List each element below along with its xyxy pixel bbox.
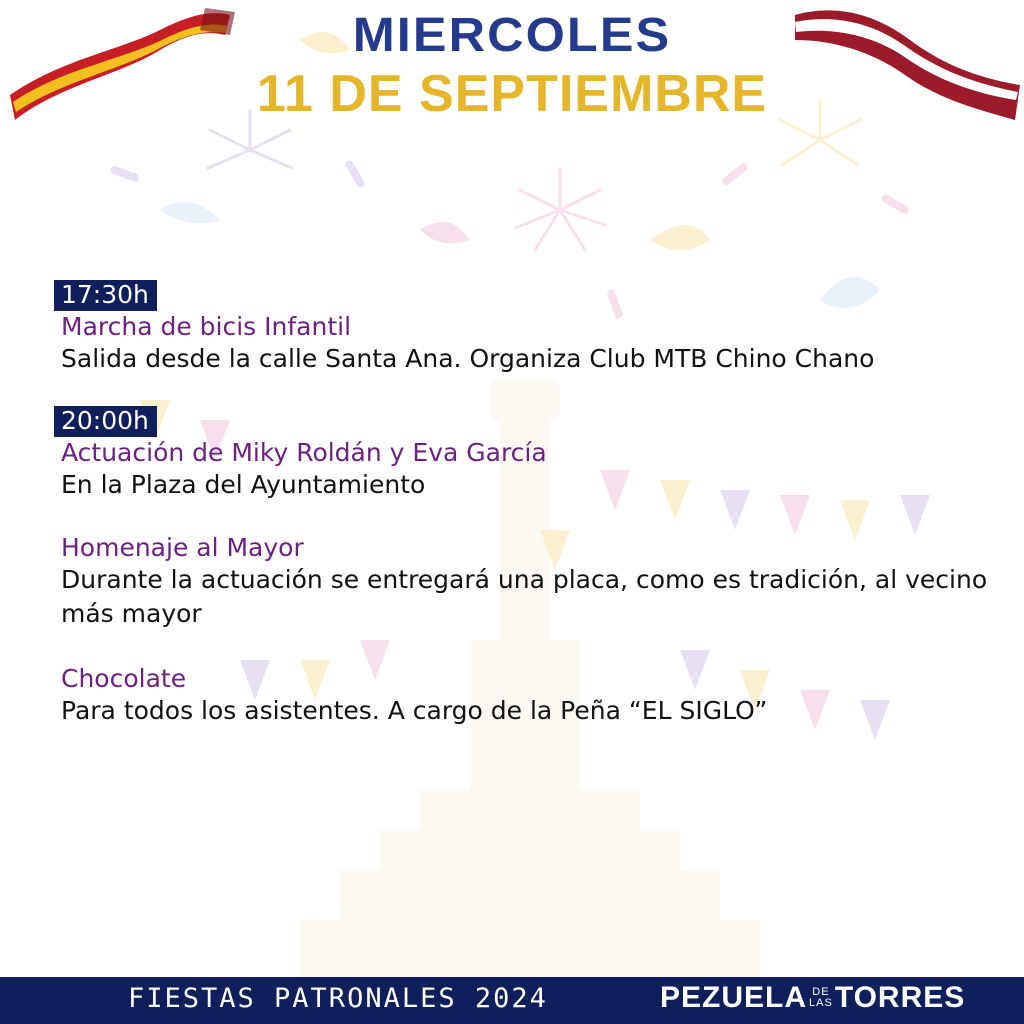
logo-small-text	[809, 987, 833, 1009]
event-time: 17:30h	[54, 280, 157, 311]
footer-event-name: FIESTAS PATRONALES 2024	[128, 983, 548, 1014]
event-title: Marcha de bicis Infantil	[61, 312, 352, 341]
event-item	[61, 663, 1001, 728]
event-description: Durante la actuación se entregará una placa, como es tradición, al vecino más mayor	[61, 565, 988, 628]
logo-text-part1: PEZUELA	[660, 981, 808, 1014]
event-item	[61, 406, 1001, 502]
event-title: Homenaje al Mayor	[61, 533, 304, 562]
event-list	[61, 280, 1001, 728]
logo-small-bottom: LAS	[809, 997, 833, 1009]
event-time: 20:00h	[54, 406, 157, 437]
town-logo	[660, 981, 965, 1015]
day-title: MIERCOLES	[352, 9, 672, 62]
date-title: 11 DE SEPTIEMBRE	[256, 65, 768, 123]
event-title: Actuación de Miky Roldán y Eva García	[61, 438, 547, 467]
event-description: Para todos los asistentes. A cargo de la Peña “EL SIGLO”	[61, 696, 768, 725]
local-flag-ribbon-icon	[790, 0, 1024, 130]
firework-icon	[515, 170, 605, 250]
spain-flag-ribbon-icon	[0, 0, 240, 130]
logo-text-part2: TORRES	[834, 981, 966, 1014]
event-item	[61, 532, 1001, 631]
event-description: Salida desde la calle Santa Ana. Organiza Club MTB Chino Chano	[61, 344, 875, 373]
event-title: Chocolate	[61, 664, 187, 693]
footer-bar	[0, 977, 1024, 1024]
event-item	[61, 280, 1001, 376]
event-description: En la Plaza del Ayuntamiento	[61, 470, 426, 499]
logo-small-top: DE	[812, 986, 830, 998]
